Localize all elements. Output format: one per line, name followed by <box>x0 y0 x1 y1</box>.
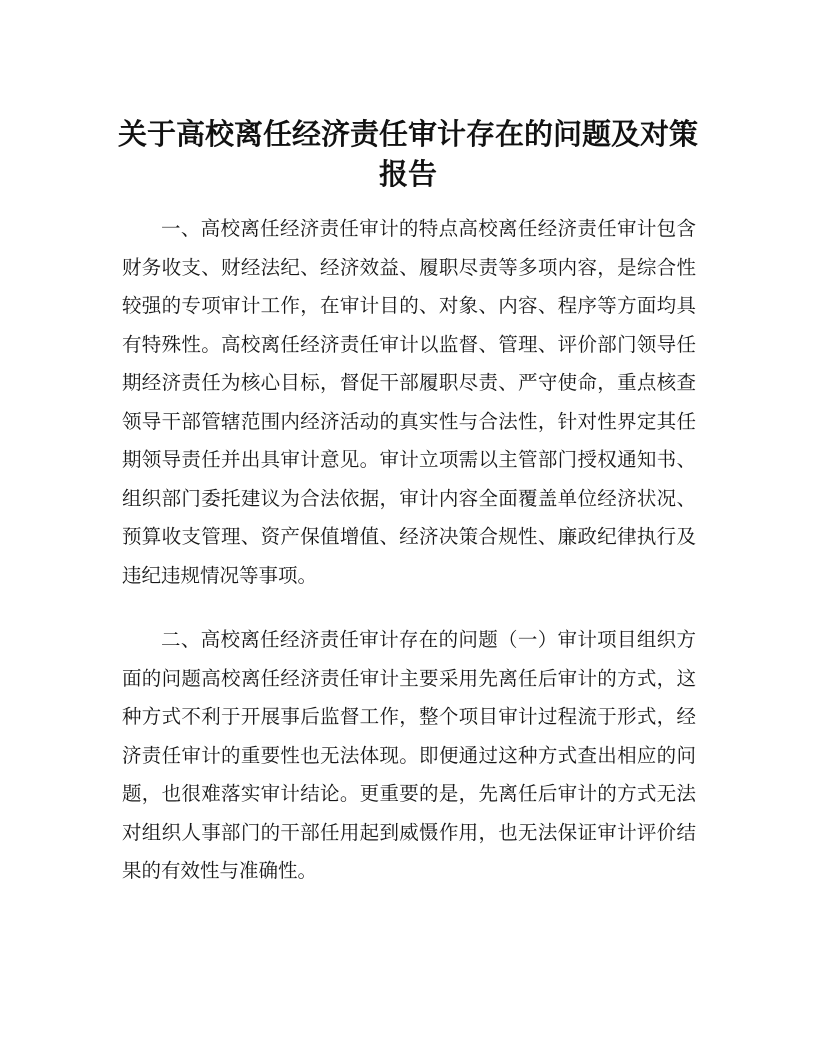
document-title: 关于高校离任经济责任审计存在的问题及对策报告 <box>118 117 699 191</box>
paragraph-2: 二、高校离任经济责任审计存在的问题（一）审计项目组织方面的问题高校离任经济责任审计主要采用先离任后审计的方式，这种方式不利于开展事后监督工作，整个项目审计过程流于形式，经济责任审计的重要性也无法体现。即便通过这种方式查出相应的问题，也很难落实审计结论。更重要的是，先离任后审计的方式无法对组织人事部门的干部任用起到威慑作用，也无法保证审计评价结果的有效性与准确性。 <box>122 628 696 882</box>
paragraph-1: 一、高校离任经济责任审计的特点高校离任经济责任审计包含财务收支、财经法纪、经济效益、履职尽责等多项内容，是综合性较强的专项审计工作，在审计目的、对象、内容、程序等方面均具有特殊性。高校离任经济责任审计以监督、管理、评价部门领导任期经济责任为核心目标，督促干部履职尽责、严守使命，重点核查领导干部管辖范围内经济活动的真实性与合法性，针对性界定其任期领导责任并出具审计意见。审计立项需以主管部门授权通知书、组织部门委托建议为合法依据，审计内容全面覆盖单位经济状况、预算收支管理、资产保值增值、经济决策合规性、廉政纪律执行及违纪违规情况等事项。 <box>122 217 696 587</box>
document-body <box>122 210 696 891</box>
